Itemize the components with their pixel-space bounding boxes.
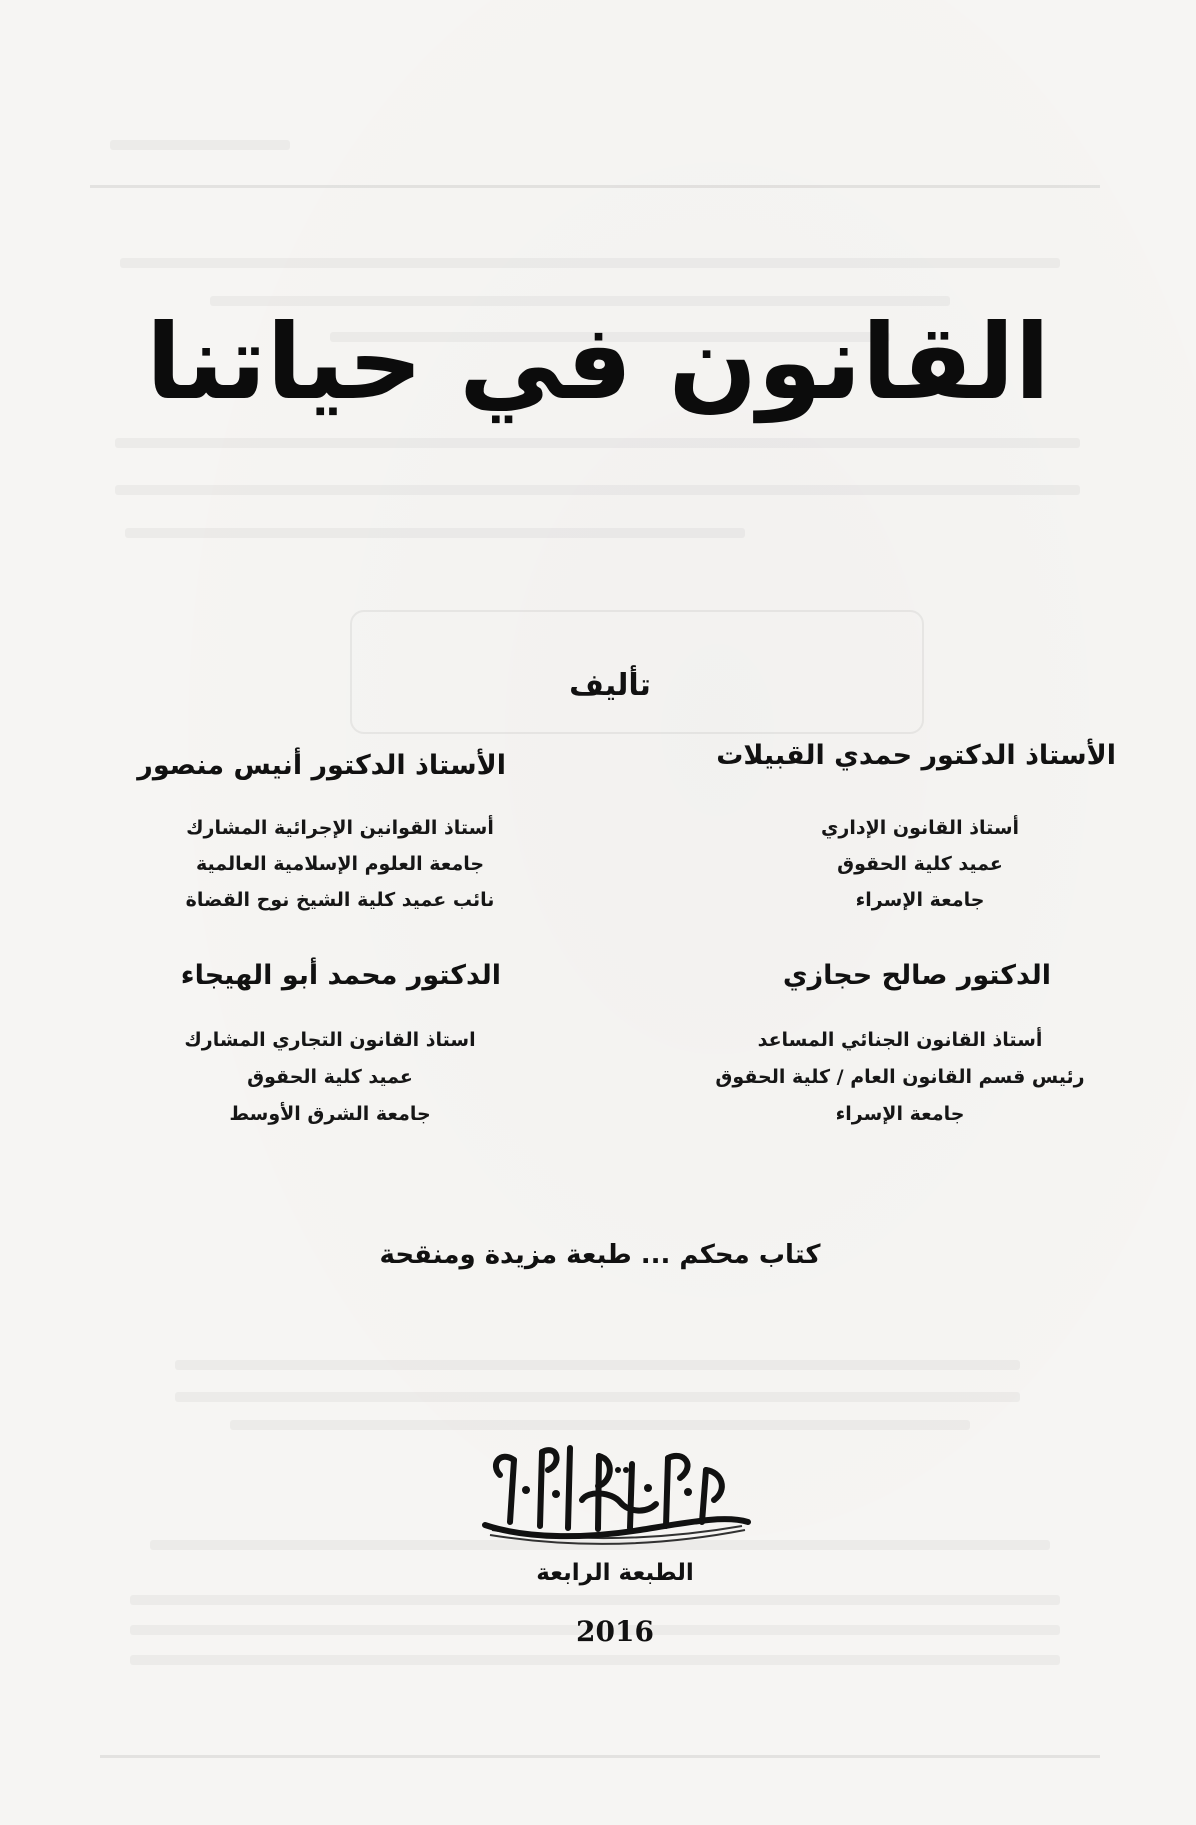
bleed-through-line <box>130 1655 1060 1665</box>
author-affiliation: عميد كلية الحقوق <box>837 853 1003 875</box>
author-name: الأستاذ الدكتور حمدي القبيلات <box>716 740 1116 771</box>
author-affiliation: استاذ القانون التجاري المشارك <box>184 1029 476 1051</box>
bleed-through-rule <box>90 185 1100 188</box>
bleed-through-line <box>115 485 1080 495</box>
author-name: الدكتور محمد أبو الهيجاء <box>180 960 501 991</box>
author-affiliation: عميد كلية الحقوق <box>247 1066 413 1088</box>
author-affiliation: جامعة العلوم الإسلامية العالمية <box>195 853 485 875</box>
edition-label: الطبعة الرابعة <box>536 1560 694 1586</box>
author-affiliation: جامعة الشرق الأوسط <box>229 1103 431 1125</box>
bleed-through-rule <box>100 1755 1100 1758</box>
bleed-through-line <box>120 258 1060 268</box>
bleed-through-line <box>110 140 290 150</box>
author-affiliation: جامعة الإسراء <box>855 889 985 911</box>
author-affiliation: نائب عميد كلية الشيخ نوح القضاة <box>185 889 495 911</box>
bleed-through-line <box>130 1595 1060 1605</box>
bleed-through-line <box>175 1392 1020 1402</box>
bleed-through-line <box>125 528 745 538</box>
author-affiliation: رئيس قسم القانون العام / كلية الحقوق <box>715 1066 1085 1088</box>
calligraphy-logo-icon <box>470 1430 760 1550</box>
book-title: القانون في حياتنا <box>145 301 1051 423</box>
book-note: كتاب محكم ... طبعة مزيدة ومنقحة <box>379 1240 821 1270</box>
author-affiliation: أستاذ القانون الجنائي المساعد <box>757 1029 1043 1051</box>
author-affiliation: جامعة الإسراء <box>835 1103 965 1125</box>
publication-year: 2016 <box>576 1615 654 1648</box>
author-name: الأستاذ الدكتور أنيس منصور <box>137 750 506 781</box>
author-affiliation: أستاذ القوانين الإجرائية المشارك <box>186 817 494 839</box>
bleed-through-line <box>115 438 1080 448</box>
bleed-through-line <box>175 1360 1020 1370</box>
author-name: الدكتور صالح حجازي <box>782 960 1051 991</box>
author-affiliation: أستاذ القانون الإداري <box>820 817 1020 839</box>
bleed-through-line <box>230 1420 970 1430</box>
publisher-logo <box>470 1430 760 1550</box>
authored-by-label: تأليف <box>569 668 651 703</box>
